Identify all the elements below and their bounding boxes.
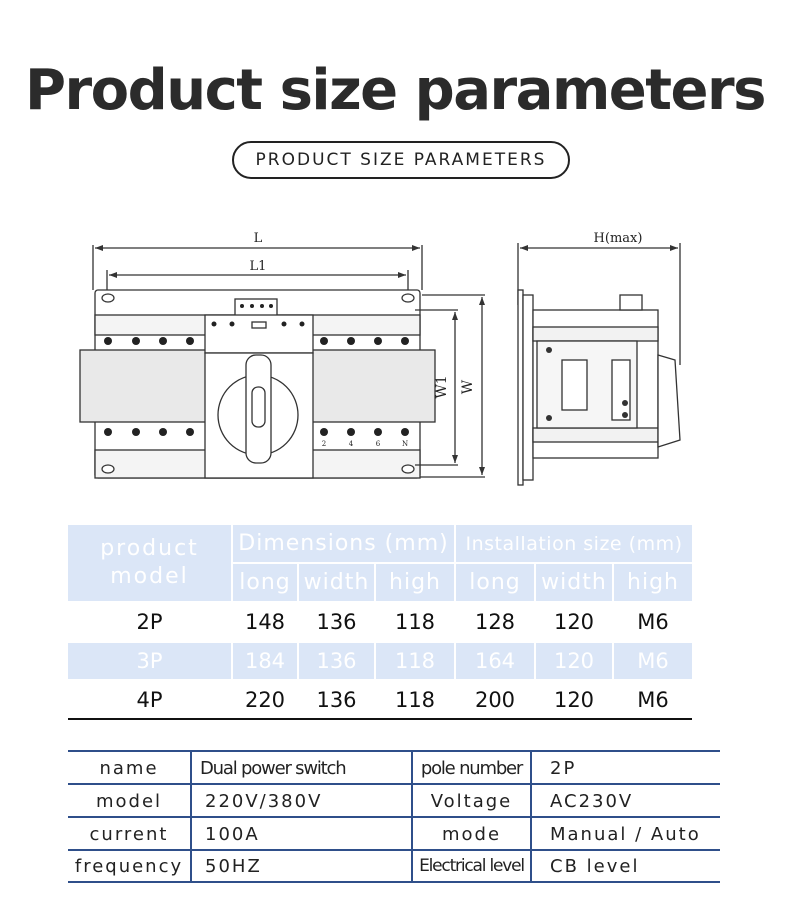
table-cell: 136 <box>316 688 357 712</box>
dimensions-group-header: Dimensions (mm) <box>233 525 454 562</box>
table-cell: 120 <box>553 688 595 712</box>
spec-label-frequency: frequency <box>74 855 184 877</box>
spec-value-model: 220V/380V <box>205 790 323 812</box>
table-cell: 136 <box>316 610 357 634</box>
spec-label-name: name <box>99 757 159 779</box>
divider <box>190 750 192 883</box>
subheader-long: long <box>456 564 534 601</box>
spec-value-voltage: AC230V <box>550 790 634 812</box>
subheader-high: high <box>376 564 454 601</box>
spec-label-model: model <box>95 790 163 812</box>
product-model-header-line2: model <box>110 564 189 589</box>
table-cell: M6 <box>614 643 692 679</box>
installation-group-header: Installation size (mm) <box>456 525 692 562</box>
row-model-3p: 3P <box>68 643 231 679</box>
height-max-label: H(max) <box>593 231 643 246</box>
table-cell: 118 <box>394 610 436 634</box>
table-cell: 128 <box>474 610 516 634</box>
terminal-label: N <box>401 440 409 448</box>
page-title: Product size parameters <box>25 58 765 123</box>
table-cell: 148 <box>244 610 286 634</box>
spec-label-pole-number: pole number <box>420 757 523 779</box>
table-cell: 120 <box>536 643 612 679</box>
subtitle-badge: PRODUCT SIZE PARAMETERS <box>232 141 570 179</box>
row-model-2p: 2P <box>136 610 163 634</box>
subheader-width: width <box>299 564 374 601</box>
terminal-label: 6 <box>375 440 381 448</box>
table-cell: 184 <box>233 643 297 679</box>
terminal-label: 4 <box>348 440 354 448</box>
table-cell: 200 <box>474 688 516 712</box>
spec-value-electrical-level: CB level <box>550 855 640 877</box>
table-cell: 118 <box>376 643 454 679</box>
spec-value-frequency: 50HZ <box>205 855 262 877</box>
table-bottom-rule <box>68 718 692 720</box>
spec-label-mode: mode <box>441 823 502 845</box>
specification-table <box>68 750 720 885</box>
spec-label-current: current <box>89 823 169 845</box>
row-model-4p: 4P <box>136 688 163 712</box>
spec-label-electrical-level: Electrical level <box>419 856 524 876</box>
subheader-width: width <box>536 564 612 601</box>
table-cell: M6 <box>637 610 669 634</box>
table-cell: 164 <box>456 643 534 679</box>
subheader-long: long <box>233 564 297 601</box>
product-model-header-line1: product <box>100 536 199 561</box>
spec-value-name: Dual power switch <box>200 757 346 779</box>
dimensions-table <box>68 525 692 720</box>
product-model-header <box>68 525 231 601</box>
spec-value-mode: Manual / Auto <box>550 823 701 845</box>
product-dimension-drawing <box>0 215 790 500</box>
table-cell: 136 <box>299 643 374 679</box>
table-cell: M6 <box>637 688 669 712</box>
table-cell: 118 <box>394 688 436 712</box>
subheader-high: high <box>614 564 692 601</box>
width-inner-label: W1 <box>434 375 450 399</box>
switch-side-view <box>518 290 680 485</box>
spec-label-voltage: Voltage <box>430 790 513 812</box>
width-label: W <box>460 379 476 395</box>
divider <box>530 750 532 883</box>
spec-value-current: 100A <box>205 823 260 845</box>
length-inner-label: L1 <box>249 259 267 274</box>
terminal-label: 2 <box>321 440 327 448</box>
table-cell: 120 <box>553 610 595 634</box>
table-cell: 220 <box>244 688 286 712</box>
spec-value-pole-number: 2P <box>550 757 577 779</box>
switch-front-view <box>80 290 435 478</box>
length-label: L <box>253 231 263 246</box>
